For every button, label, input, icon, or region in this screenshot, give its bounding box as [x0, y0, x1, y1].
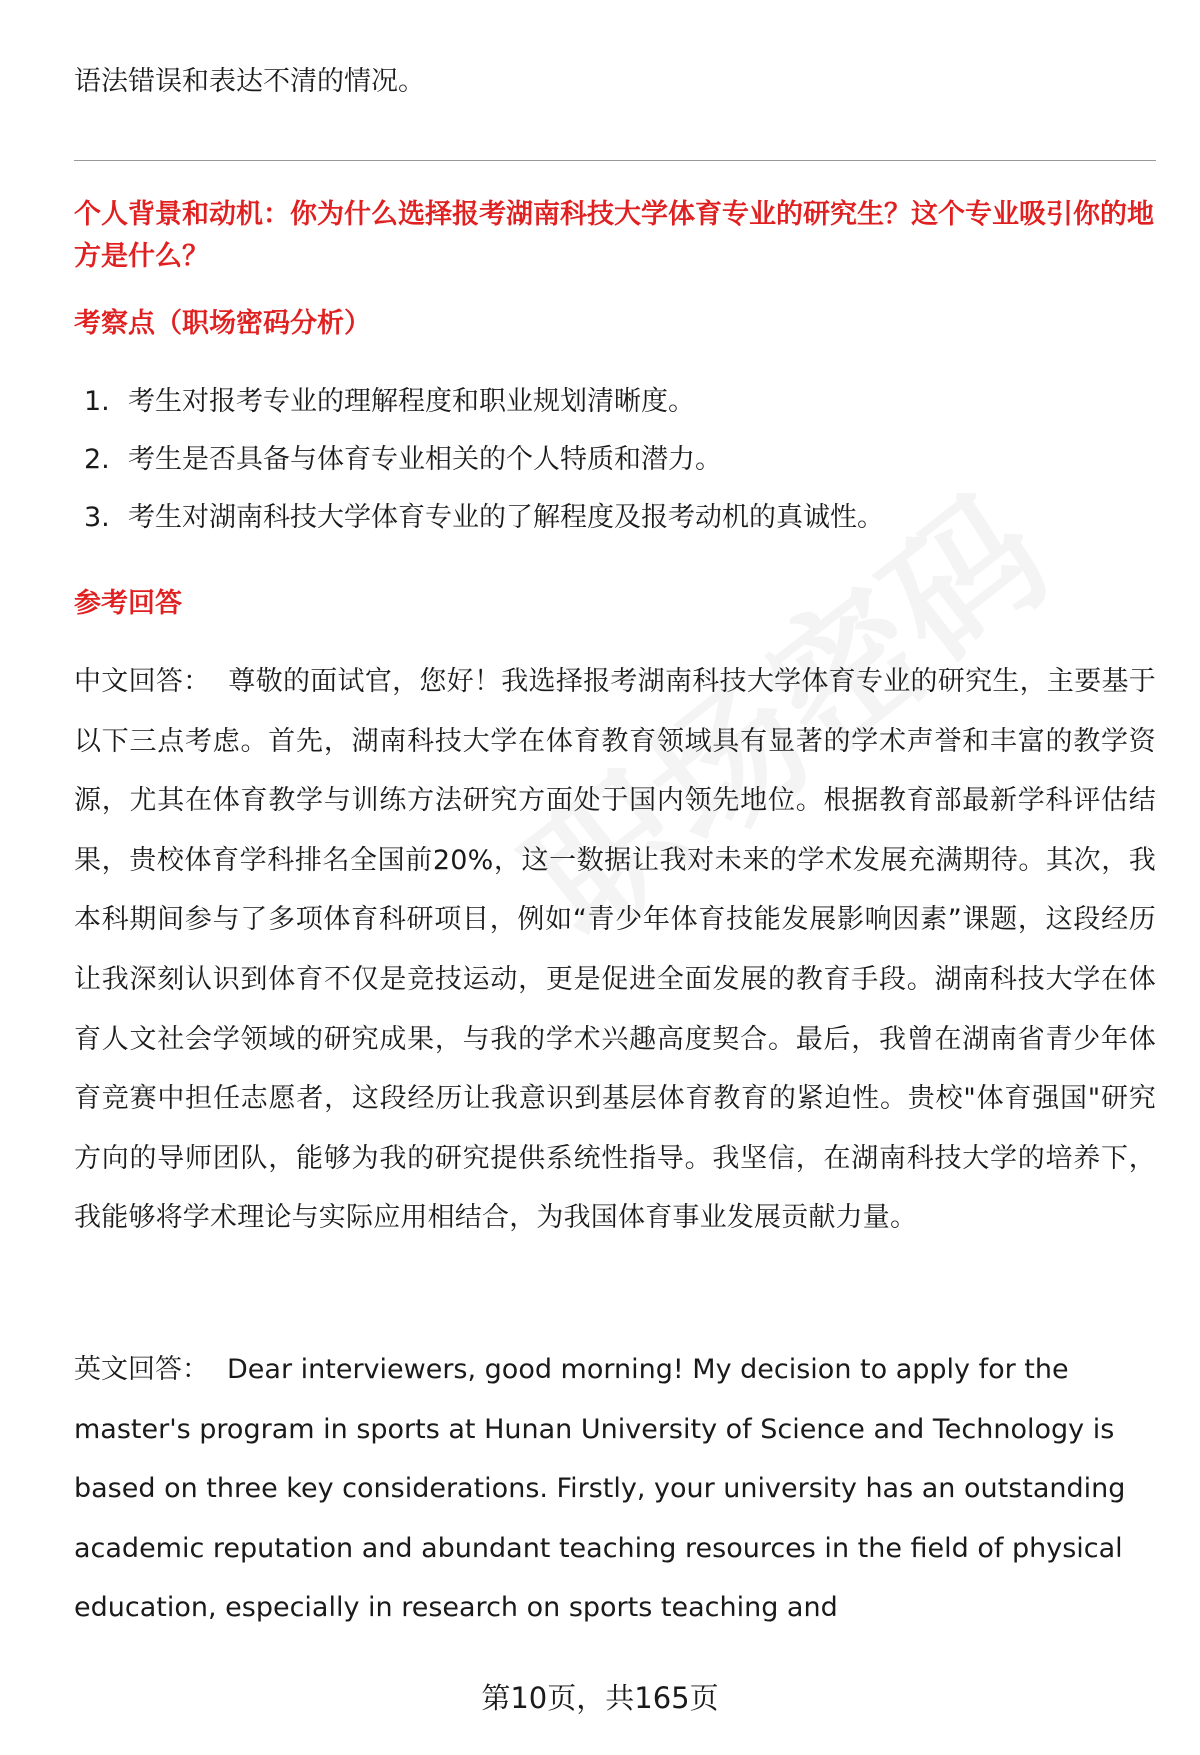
- question-heading: 个人背景和动机：你为什么选择报考湖南科技大学体育专业的研究生？这个专业吸引你的地方是什么？: [74, 199, 1154, 272]
- list-item-number: 3.: [84, 502, 110, 533]
- list-item-number: 1.: [84, 386, 110, 417]
- chinese-answer-text: 尊敬的面试官，您好！我选择报考湖南科技大学体育专业的研究生，主要基于以下三点考虑。首先，湖南科技大学在体育教育领域具有显著的学术声誉和丰富的教学资源，尤其在体育教学与训练方法研究方面处于国内领先地位。根据教育部最新学科评估结果，贵校体育学科排名全国前20%，这一数据让我对未来的学术发展充满期待。其次，我本科期间参与了多项体育科研项目，例如“青少年体育技能发展影响因素”课题，这段经历让我深刻认识到体育不仅是竞技运动，更是促进全面发展的教育手段。湖南科技大学在体育人文社会学领域的研究成果，与我的学术兴趣高度契合。最后，我曾在湖南省青少年体育竞赛中担任志愿者，这段经历让我意识到基层体育教育的紧迫性。贵校"体育强国"研究方向的导师团队，能够为我的研究提供系统性指导。我坚信，在湖南科技大学的培养下，我能够将学术理论与实际应用相结合，为我国体育事业发展贡献力量。: [74, 666, 1156, 1234]
- intro-line: 语法错误和表达不清的情况。: [74, 66, 425, 97]
- chinese-answer: [74, 652, 1156, 1248]
- points-heading: 考察点（职场密码分析）: [74, 308, 371, 339]
- answer-heading: 参考回答: [74, 588, 182, 619]
- points-list: [84, 382, 884, 556]
- chinese-answer-label: 中文回答：: [74, 666, 211, 697]
- list-item-text: 考生是否具备与体育专业相关的个人特质和潜力。: [128, 444, 722, 475]
- page-number-footer: 第10页，共165页: [481, 1681, 719, 1715]
- english-answer: [74, 1340, 1134, 1638]
- list-item: [84, 382, 884, 440]
- list-item-text: 考生对报考专业的理解程度和职业规划清晰度。: [128, 386, 695, 417]
- list-item: [84, 498, 884, 556]
- list-item-text: 考生对湖南科技大学体育专业的了解程度及报考动机的真诚性。: [128, 502, 884, 533]
- english-answer-label: 英文回答：: [74, 1354, 209, 1385]
- english-answer-text: Dear interviewers, good morning! My decision to apply for the master's program in sports at Hunan University of Science and Technology is based on three key considerations. Firstly, your university has an outstanding academic reputation and abundant teaching resources in the field of physical education, especially in research on sports teaching and: [74, 1354, 1126, 1624]
- list-item: [84, 440, 884, 498]
- section-divider: [74, 160, 1156, 161]
- list-item-number: 2.: [84, 444, 110, 475]
